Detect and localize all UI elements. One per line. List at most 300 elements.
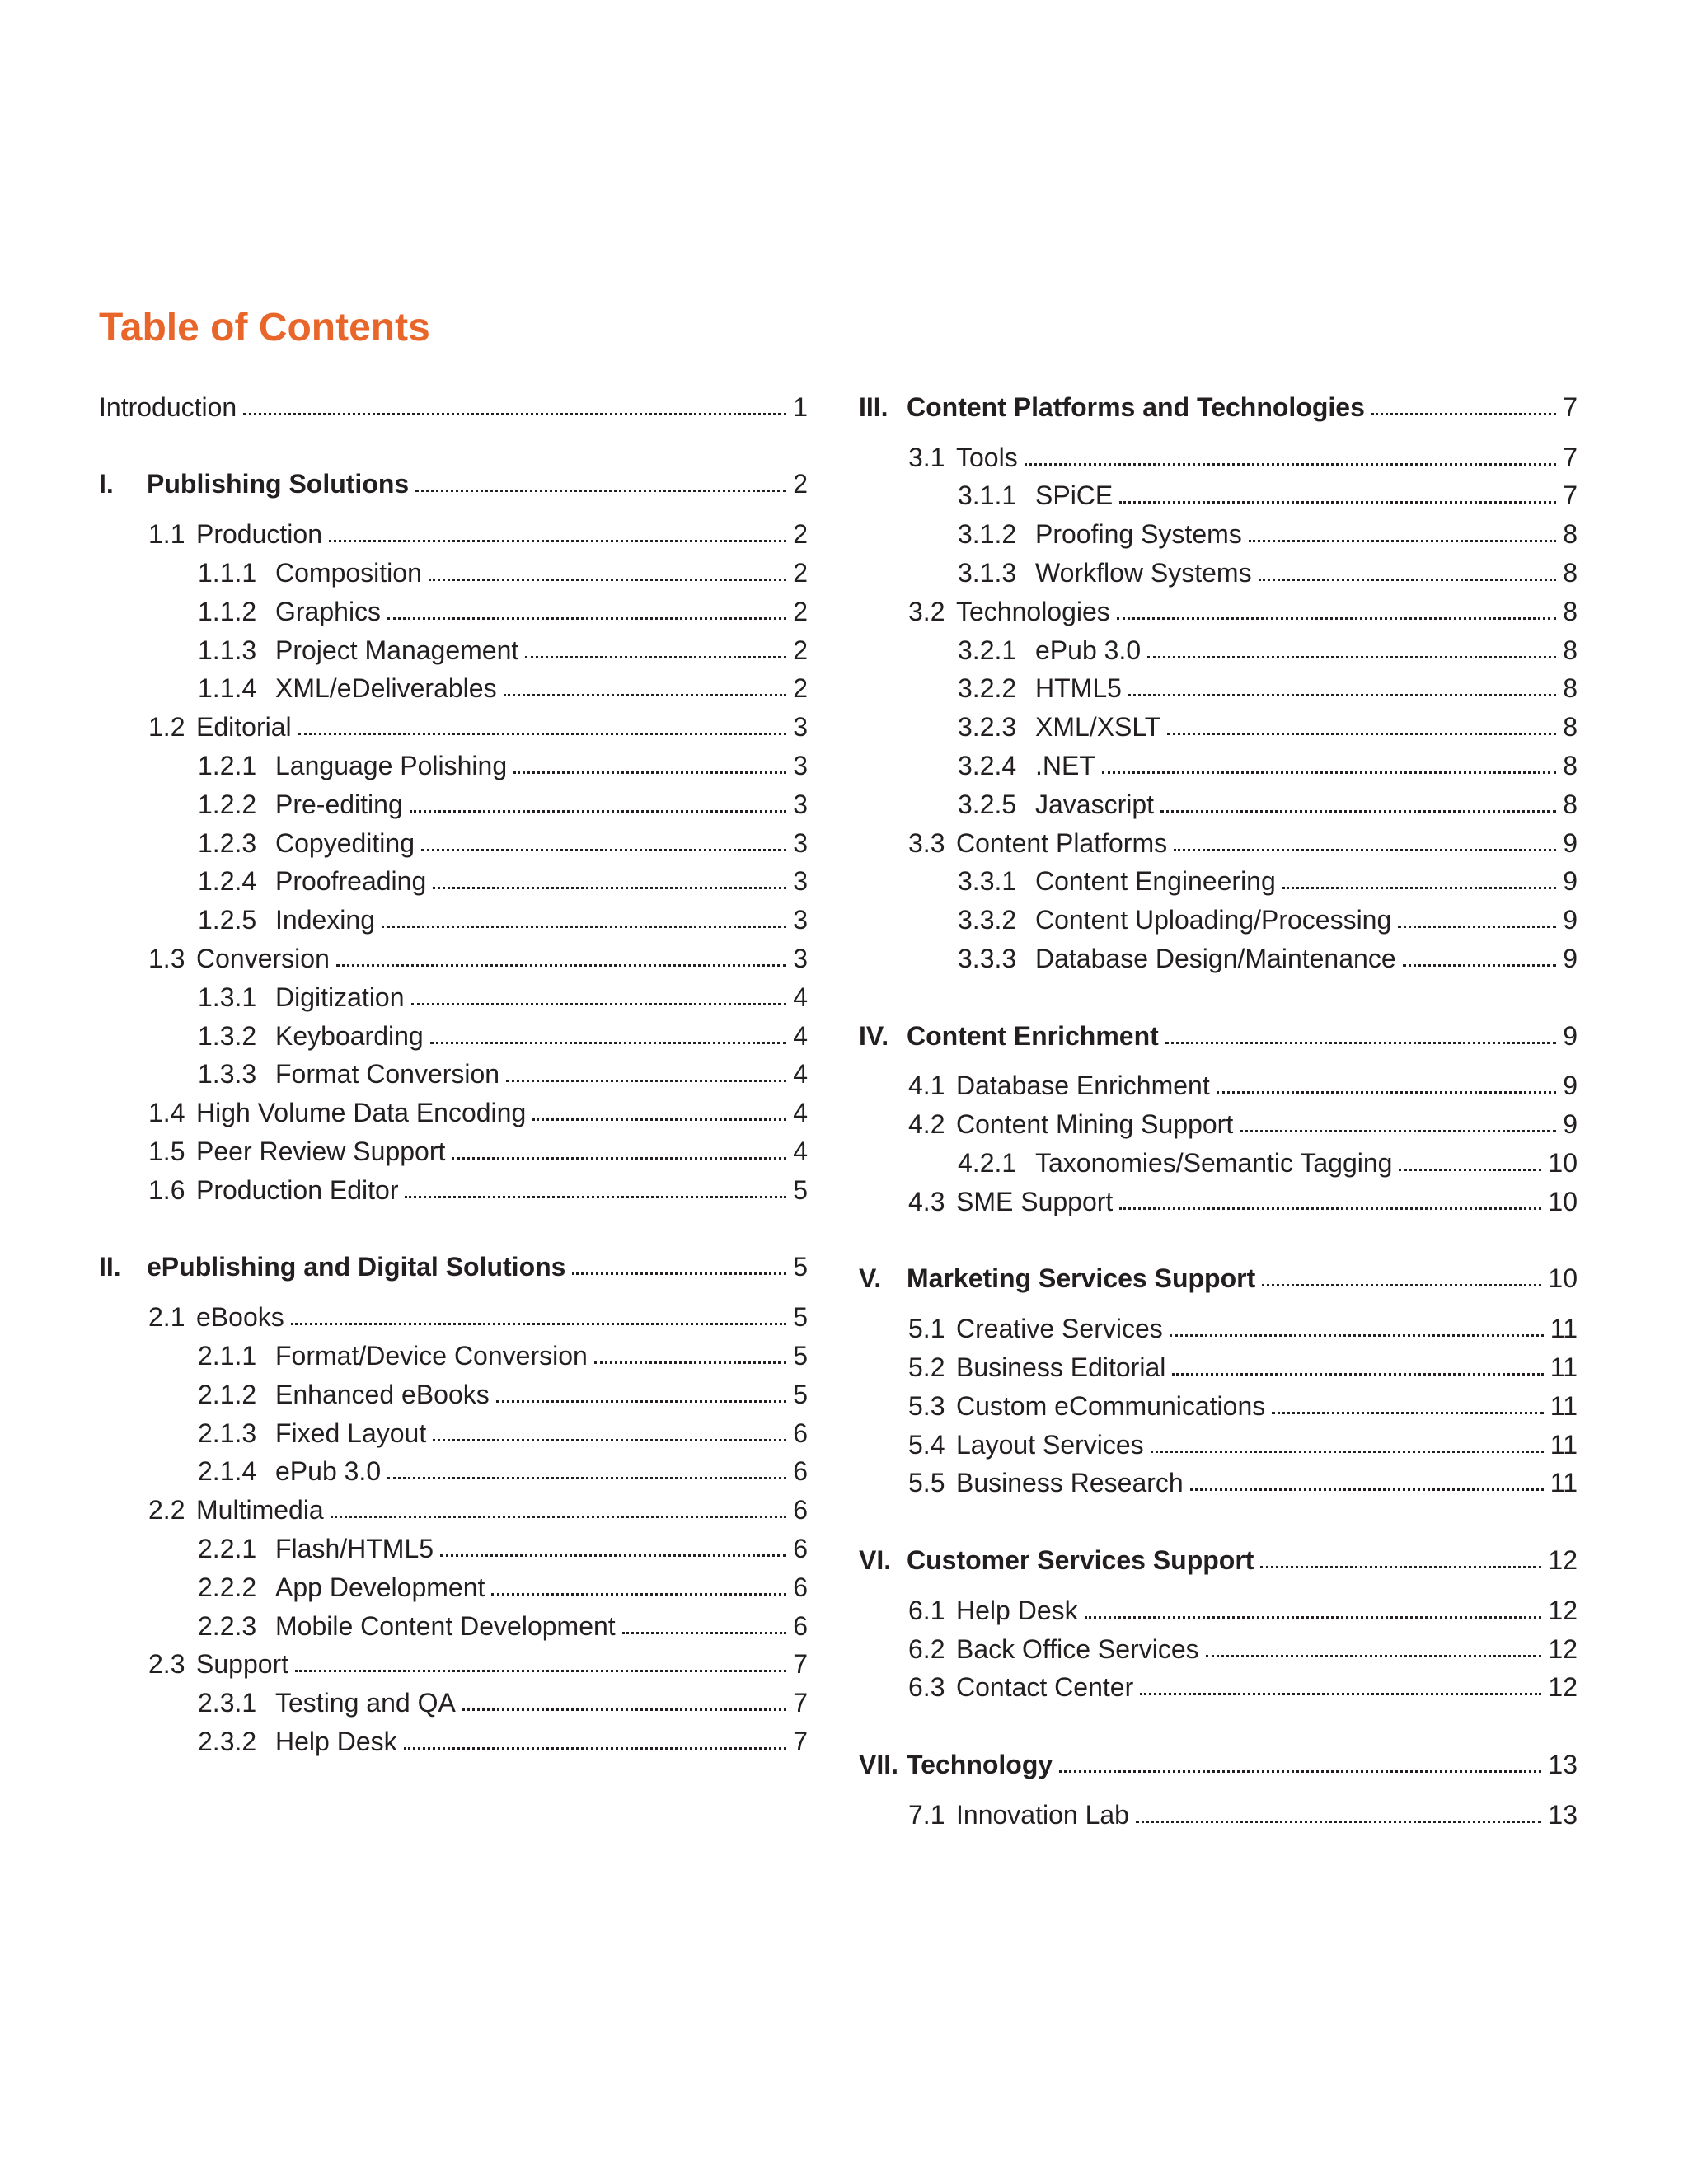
toc-entry-number: 3.3 <box>908 827 945 858</box>
toc-entry-page-number: 6 <box>793 1495 808 1526</box>
toc-entry-label: Technologies <box>956 596 1110 626</box>
toc-entry-number: 1.3.1 <box>198 982 257 1012</box>
toc-entry-label: Conversion <box>196 943 330 973</box>
toc-entry[interactable] <box>99 745 808 784</box>
toc-entry-label: Contact Center <box>956 1672 1134 1703</box>
toc-entry-number: VII. <box>859 1749 899 1779</box>
toc-entry[interactable] <box>859 1667 1578 1706</box>
toc-entry-page-number: 4 <box>793 1059 808 1090</box>
toc-entry-label: Flash/HTML5 <box>275 1533 434 1563</box>
dot-leader <box>1147 656 1556 658</box>
toc-entry-label: Help Desk <box>275 1726 397 1756</box>
toc-entry[interactable] <box>99 1335 808 1374</box>
toc-entry-number: V. <box>859 1263 882 1294</box>
toc-entry-label: Introduction <box>99 391 237 422</box>
dot-leader <box>291 1323 786 1325</box>
dot-leader <box>411 1003 787 1005</box>
toc-entry-number: III. <box>859 391 889 422</box>
toc-entry-page-number: 6 <box>793 1533 808 1563</box>
toc-entry[interactable] <box>859 591 1578 630</box>
toc-entry-page-number: 10 <box>1548 1186 1578 1216</box>
toc-entry-page-number: 5 <box>793 1174 808 1205</box>
toc-entry-page-number: 5 <box>793 1252 808 1282</box>
toc-entry[interactable] <box>99 1374 808 1413</box>
toc-entry[interactable] <box>859 1794 1578 1833</box>
toc-entry-page-number: 7 <box>793 1726 808 1756</box>
toc-entry-page-number: 8 <box>1563 789 1578 819</box>
toc-entry-number: 3.3.1 <box>958 866 1017 897</box>
dot-leader <box>506 1080 786 1082</box>
toc-entry-number: 1.6 <box>148 1174 185 1205</box>
toc-entry-label: SPiCE <box>1035 480 1114 511</box>
toc-entry-number: 1.2.5 <box>198 905 257 935</box>
toc-entry-label: Database Design/Maintenance <box>1035 943 1396 973</box>
toc-entry-label: Support <box>196 1649 289 1680</box>
toc-entry-number: 1.2.3 <box>198 827 257 858</box>
dot-leader <box>382 926 786 928</box>
toc-entry-number: II. <box>99 1252 121 1282</box>
toc-entry-label: Javascript <box>1035 789 1155 819</box>
toc-entry-label: Language Polishing <box>275 750 508 780</box>
toc-entry-page-number: 5 <box>793 1302 808 1333</box>
toc-entry-number: 6.1 <box>908 1595 945 1625</box>
toc-entry[interactable] <box>859 1104 1578 1142</box>
toc-entry[interactable] <box>99 1451 808 1490</box>
dot-leader <box>1272 1412 1544 1414</box>
toc-entry-number: 1.3 <box>148 943 185 973</box>
toc-entry-label: Marketing Services Support <box>907 1263 1256 1294</box>
dot-leader <box>421 849 786 851</box>
toc-entry-page-number: 8 <box>1563 712 1578 743</box>
toc-entry[interactable] <box>99 706 808 745</box>
toc-entry-label: Proofreading <box>275 866 427 897</box>
toc-entry-page-number: 7 <box>1563 480 1578 511</box>
dot-leader <box>387 1477 786 1479</box>
toc-entry-page-number: 5 <box>793 1340 808 1371</box>
dot-leader <box>1190 1488 1544 1491</box>
toc-entry-number: IV. <box>859 1020 889 1051</box>
toc-entry-page-number: 11 <box>1550 1468 1578 1498</box>
toc-entry-page-number: 3 <box>793 827 808 858</box>
toc-entry-number: 3.2.1 <box>958 635 1017 665</box>
toc-entry-label: Workflow Systems <box>1035 557 1252 588</box>
dot-leader <box>513 771 786 774</box>
toc-entry-page-number: 7 <box>1563 442 1578 472</box>
toc-entry-number: 2.2.1 <box>198 1533 257 1563</box>
toc-entry[interactable] <box>99 1605 808 1644</box>
toc-section-entry[interactable] <box>99 464 808 503</box>
dot-leader <box>433 887 786 889</box>
dot-leader <box>1260 1566 1541 1568</box>
toc-entry-number: 3.2.3 <box>958 712 1017 743</box>
toc-entry[interactable] <box>99 1644 808 1683</box>
toc-entry-number: 2.1.4 <box>198 1456 257 1487</box>
toc-entry-label: Technology <box>907 1749 1053 1779</box>
toc-entry[interactable] <box>99 977 808 1015</box>
toc-entry[interactable] <box>99 1092 808 1131</box>
toc-entry-page-number: 6 <box>793 1610 808 1641</box>
toc-entry-number: 5.3 <box>908 1390 945 1421</box>
toc-entry-page-number: 5 <box>793 1379 808 1409</box>
toc-entry-number: 7.1 <box>908 1799 945 1830</box>
toc-entry-label: ePublishing and Digital Solutions <box>147 1252 566 1282</box>
toc-entry[interactable] <box>99 1489 808 1528</box>
toc-entry[interactable] <box>859 1385 1578 1424</box>
toc-entry-page-number: 6 <box>793 1456 808 1487</box>
toc-entry[interactable] <box>859 1347 1578 1385</box>
dot-leader <box>298 733 787 735</box>
toc-entry-label: Tools <box>956 442 1018 472</box>
toc-entry-label: Multimedia <box>196 1495 324 1526</box>
toc-entry[interactable] <box>859 784 1578 823</box>
toc-entry-label: ePub 3.0 <box>1035 635 1142 665</box>
toc-entry-number: 2.3.2 <box>198 1726 257 1756</box>
toc-entry-number: 2.3 <box>148 1649 185 1680</box>
toc-entry[interactable] <box>99 387 808 425</box>
toc-section-entry[interactable] <box>859 1540 1578 1578</box>
toc-entry-page-number: 2 <box>793 557 808 588</box>
toc-entry-label: Content Uploading/Processing <box>1035 905 1392 935</box>
toc-entry[interactable] <box>99 1413 808 1451</box>
toc-entry-label: Production <box>196 519 322 550</box>
dot-leader <box>1165 1042 1556 1044</box>
dot-leader <box>429 579 786 581</box>
toc-entry-number: 2.1.1 <box>198 1340 257 1371</box>
toc-entry-label: Production Editor <box>196 1174 399 1205</box>
toc-entry-number: 6.2 <box>908 1633 945 1664</box>
toc-entry-label: Pre-editing <box>275 789 403 819</box>
toc-entry-label: Business Research <box>956 1468 1184 1498</box>
toc-entry[interactable] <box>99 899 808 938</box>
toc-entry-page-number: 6 <box>793 1418 808 1448</box>
toc-entry-number: 3.1.3 <box>958 557 1017 588</box>
toc-entry-number: 1.2.1 <box>198 750 257 780</box>
dot-leader <box>1282 887 1556 889</box>
toc-entry-number: 3.1.1 <box>958 480 1017 511</box>
toc-entry[interactable] <box>99 552 808 591</box>
toc-entry-label: Content Platforms <box>956 827 1168 858</box>
toc-entry-page-number: 4 <box>793 1020 808 1051</box>
dot-leader <box>1128 694 1556 696</box>
toc-entry-number: 2.2.2 <box>198 1572 257 1602</box>
dot-leader <box>491 1593 786 1596</box>
dot-leader <box>1217 1091 1556 1094</box>
toc-entry-page-number: 11 <box>1550 1429 1578 1460</box>
toc-entry[interactable] <box>859 1424 1578 1463</box>
toc-entry-number: 3.1 <box>908 442 945 472</box>
toc-entry[interactable] <box>859 706 1578 745</box>
toc-entry-label: Project Management <box>275 635 519 665</box>
dot-leader <box>532 1118 786 1121</box>
toc-entry[interactable] <box>859 1066 1578 1104</box>
toc-entry[interactable] <box>859 437 1578 476</box>
toc-entry-page-number: 2 <box>793 596 808 626</box>
toc-entry-page-number: 8 <box>1563 596 1578 626</box>
dot-leader <box>622 1632 787 1634</box>
toc-entry-page-number: 3 <box>793 750 808 780</box>
toc-entry[interactable] <box>99 1567 808 1605</box>
dot-leader <box>1174 849 1556 851</box>
toc-entry-number: 3.2.4 <box>958 750 1017 780</box>
page-title: Table of Contents <box>99 306 430 349</box>
dot-leader <box>331 1516 786 1518</box>
toc-entry[interactable] <box>859 861 1578 900</box>
toc-entry-number: 3.3.3 <box>958 943 1017 973</box>
toc-entry-label: Database Enrichment <box>956 1071 1210 1101</box>
toc-entry-number: 2.3.1 <box>198 1688 257 1718</box>
toc-entry-label: Content Enrichment <box>907 1020 1159 1051</box>
toc-entry-number: 4.2.1 <box>958 1147 1017 1178</box>
dot-leader <box>496 1400 786 1403</box>
toc-entry-number: 1.2.2 <box>198 789 257 819</box>
toc-entry-number: 1.2.4 <box>198 866 257 897</box>
toc-entry-number: 3.3.2 <box>958 905 1017 935</box>
toc-entry[interactable] <box>99 1296 808 1335</box>
toc-entry[interactable] <box>859 552 1578 591</box>
toc-right-column <box>859 387 1578 1833</box>
toc-entry[interactable] <box>99 513 808 552</box>
toc-entry-page-number: 2 <box>793 635 808 665</box>
toc-entry[interactable] <box>99 630 808 668</box>
dot-leader <box>452 1157 786 1160</box>
toc-entry-label: Content Mining Support <box>956 1109 1234 1140</box>
toc-entry-label: Peer Review Support <box>196 1136 446 1166</box>
toc-entry-label: Layout Services <box>956 1429 1144 1460</box>
toc-entry[interactable] <box>859 1308 1578 1347</box>
toc-entry[interactable] <box>859 630 1578 668</box>
dot-leader <box>1119 501 1556 504</box>
toc-entry-label: eBooks <box>196 1302 284 1333</box>
dot-leader <box>1117 617 1556 620</box>
toc-entry[interactable] <box>859 1629 1578 1667</box>
toc-entry-number: 5.5 <box>908 1468 945 1498</box>
toc-entry-number: 4.1 <box>908 1071 945 1101</box>
toc-entry-label: Format Conversion <box>275 1059 500 1090</box>
toc-entry[interactable] <box>859 1590 1578 1629</box>
toc-entry-label: Digitization <box>275 982 405 1012</box>
toc-entry[interactable] <box>859 938 1578 977</box>
toc-entry-page-number: 9 <box>1563 943 1578 973</box>
toc-entry-label: Proofing Systems <box>1035 519 1242 550</box>
dot-leader <box>295 1670 786 1672</box>
toc-entry-label: XML/XSLT <box>1035 712 1161 743</box>
dot-leader <box>405 1196 786 1198</box>
toc-entry-page-number: 8 <box>1563 750 1578 780</box>
dot-leader <box>594 1361 786 1364</box>
toc-entry-label: ePub 3.0 <box>275 1456 382 1487</box>
toc-entry-page-number: 3 <box>793 866 808 897</box>
toc-entry-page-number: 3 <box>793 905 808 935</box>
toc-entry[interactable] <box>99 1682 808 1721</box>
toc-section-entry[interactable] <box>859 1744 1578 1783</box>
dot-leader <box>1160 810 1556 813</box>
toc-entry-page-number: 12 <box>1548 1672 1578 1703</box>
dot-leader <box>572 1272 786 1275</box>
toc-entry-label: Testing and QA <box>275 1688 456 1718</box>
toc-entry-page-number: 8 <box>1563 519 1578 550</box>
toc-entry-page-number: 4 <box>793 1136 808 1166</box>
dot-leader <box>440 1554 786 1557</box>
dot-leader <box>329 540 786 542</box>
toc-entry-page-number: 9 <box>1563 866 1578 897</box>
toc-entry-page-number: 12 <box>1548 1595 1578 1625</box>
toc-entry-number: 1.3.2 <box>198 1020 257 1051</box>
toc-entry[interactable] <box>859 1181 1578 1220</box>
toc-entry-page-number: 8 <box>1563 635 1578 665</box>
dot-leader <box>462 1708 786 1711</box>
dot-leader <box>1151 1451 1544 1453</box>
toc-entry-page-number: 11 <box>1550 1390 1578 1421</box>
dot-leader <box>1403 964 1557 967</box>
toc-entry-number: I. <box>99 469 114 499</box>
toc-entry[interactable] <box>859 476 1578 514</box>
toc-entry-number: 5.2 <box>908 1352 945 1382</box>
toc-entry-label: Custom eCommunications <box>956 1390 1266 1421</box>
toc-entry-label: Help Desk <box>956 1595 1078 1625</box>
toc-entry[interactable] <box>99 823 808 861</box>
toc-entry[interactable] <box>859 513 1578 552</box>
toc-entry-label: Back Office Services <box>956 1633 1199 1664</box>
toc-entry-number: 1.2 <box>148 712 185 743</box>
toc-entry[interactable] <box>859 823 1578 861</box>
toc-entry[interactable] <box>859 899 1578 938</box>
toc-entry[interactable] <box>99 591 808 630</box>
dot-leader <box>1249 540 1556 542</box>
toc-entry-number: 2.1.2 <box>198 1379 257 1409</box>
toc-entry-label: Editorial <box>196 712 292 743</box>
toc-entry-number: 2.2.3 <box>198 1610 257 1641</box>
toc-entry-page-number: 3 <box>793 943 808 973</box>
toc-section-entry[interactable] <box>859 387 1578 425</box>
dot-leader <box>336 964 786 967</box>
dot-leader <box>1170 1334 1544 1337</box>
toc-entry-label: Content Engineering <box>1035 866 1276 897</box>
dot-leader <box>1167 733 1556 735</box>
toc-entry-page-number: 7 <box>793 1688 808 1718</box>
toc-entry-label: High Volume Data Encoding <box>196 1098 527 1128</box>
toc-entry-label: HTML5 <box>1035 673 1122 704</box>
toc-entry-number: 3.1.2 <box>958 519 1017 550</box>
toc-section-entry[interactable] <box>859 1015 1578 1054</box>
toc-entry-number: 1.5 <box>148 1136 185 1166</box>
dot-leader <box>1025 463 1557 466</box>
toc-entry-page-number: 10 <box>1548 1147 1578 1178</box>
dot-leader <box>1059 1770 1541 1773</box>
toc-entry[interactable] <box>99 1528 808 1567</box>
toc-entry-number: 2.1.3 <box>198 1418 257 1448</box>
toc-entry-number: 2.2 <box>148 1495 185 1526</box>
toc-entry-number: 5.4 <box>908 1429 945 1460</box>
toc-entry[interactable] <box>99 1169 808 1208</box>
toc-entry[interactable] <box>859 1463 1578 1502</box>
toc-entry-page-number: 8 <box>1563 557 1578 588</box>
toc-entry-page-number: 8 <box>1563 673 1578 704</box>
dot-leader <box>387 617 786 620</box>
dot-leader <box>525 656 786 658</box>
dot-leader <box>1206 1655 1542 1657</box>
toc-entry-number: 6.3 <box>908 1672 945 1703</box>
toc-section-entry[interactable] <box>99 1247 808 1286</box>
dot-leader <box>1140 1693 1541 1695</box>
toc-entry-label: Business Editorial <box>956 1352 1166 1382</box>
toc-entry-label: Graphics <box>275 596 382 626</box>
toc-entry-page-number: 9 <box>1563 1109 1578 1140</box>
toc-entry[interactable] <box>99 1054 808 1093</box>
toc-entry-label: Publishing Solutions <box>147 469 410 499</box>
toc-entry-page-number: 9 <box>1563 1071 1578 1101</box>
toc-entry-page-number: 2 <box>793 519 808 550</box>
toc-entry-label: SME Support <box>956 1186 1114 1216</box>
toc-entry[interactable] <box>99 668 808 707</box>
dot-leader <box>415 490 786 492</box>
toc-entry[interactable] <box>99 861 808 900</box>
toc-entry-number: 1.1.1 <box>198 557 257 588</box>
toc-entry-label: Taxonomies/Semantic Tagging <box>1035 1147 1393 1178</box>
toc-entry-label: Fixed Layout <box>275 1418 427 1448</box>
toc-entry-label: .NET <box>1035 750 1095 780</box>
toc-entry-number: VI. <box>859 1544 892 1575</box>
dot-leader <box>243 413 786 415</box>
toc-entry-page-number: 11 <box>1550 1314 1578 1344</box>
toc-entry[interactable] <box>859 1142 1578 1181</box>
toc-entry-label: Indexing <box>275 905 375 935</box>
toc-entry-number: 1.4 <box>148 1098 185 1128</box>
toc-entry[interactable] <box>859 745 1578 784</box>
toc-entry-label: XML/eDeliverables <box>275 673 497 704</box>
toc-entry[interactable] <box>99 938 808 977</box>
toc-left-column <box>99 387 808 1760</box>
toc-entry-number: 1.1.3 <box>198 635 257 665</box>
toc-entry[interactable] <box>99 1131 808 1169</box>
toc-entry[interactable] <box>99 784 808 823</box>
toc-entry[interactable] <box>99 1721 808 1760</box>
toc-entry-number: 4.2 <box>908 1109 945 1140</box>
dot-leader <box>1136 1821 1541 1823</box>
toc-entry-page-number: 11 <box>1550 1352 1578 1382</box>
toc-entry-page-number: 7 <box>793 1649 808 1680</box>
dot-leader <box>1399 1169 1541 1171</box>
toc-entry-number: 3.2 <box>908 596 945 626</box>
dot-leader <box>504 694 787 696</box>
toc-entry-number: 2.1 <box>148 1302 185 1333</box>
toc-entry-page-number: 7 <box>1563 391 1578 422</box>
toc-entry[interactable] <box>859 668 1578 707</box>
toc-entry-page-number: 4 <box>793 982 808 1012</box>
dot-leader <box>1119 1207 1541 1210</box>
toc-entry-label: Mobile Content Development <box>275 1610 616 1641</box>
dot-leader <box>1172 1373 1543 1376</box>
dot-leader <box>430 1042 787 1044</box>
dot-leader <box>1262 1284 1541 1286</box>
toc-entry-number: 5.1 <box>908 1314 945 1344</box>
toc-entry-page-number: 9 <box>1563 1020 1578 1051</box>
toc-entry-label: Innovation Lab <box>956 1799 1129 1830</box>
toc-entry-number: 3.2.2 <box>958 673 1017 704</box>
toc-section-entry[interactable] <box>859 1258 1578 1297</box>
dot-leader <box>1372 413 1556 415</box>
dot-leader <box>410 810 786 813</box>
toc-entry[interactable] <box>99 1015 808 1054</box>
toc-entry-page-number: 1 <box>793 391 808 422</box>
toc-entry-number: 1.1.2 <box>198 596 257 626</box>
toc-entry-page-number: 9 <box>1563 905 1578 935</box>
toc-entry-number: 1.1 <box>148 519 185 550</box>
toc-entry-page-number: 2 <box>793 469 808 499</box>
dot-leader <box>1398 926 1556 928</box>
toc-entry-page-number: 12 <box>1548 1633 1578 1664</box>
toc-entry-label: Keyboarding <box>275 1020 424 1051</box>
toc-entry-label: Composition <box>275 557 422 588</box>
